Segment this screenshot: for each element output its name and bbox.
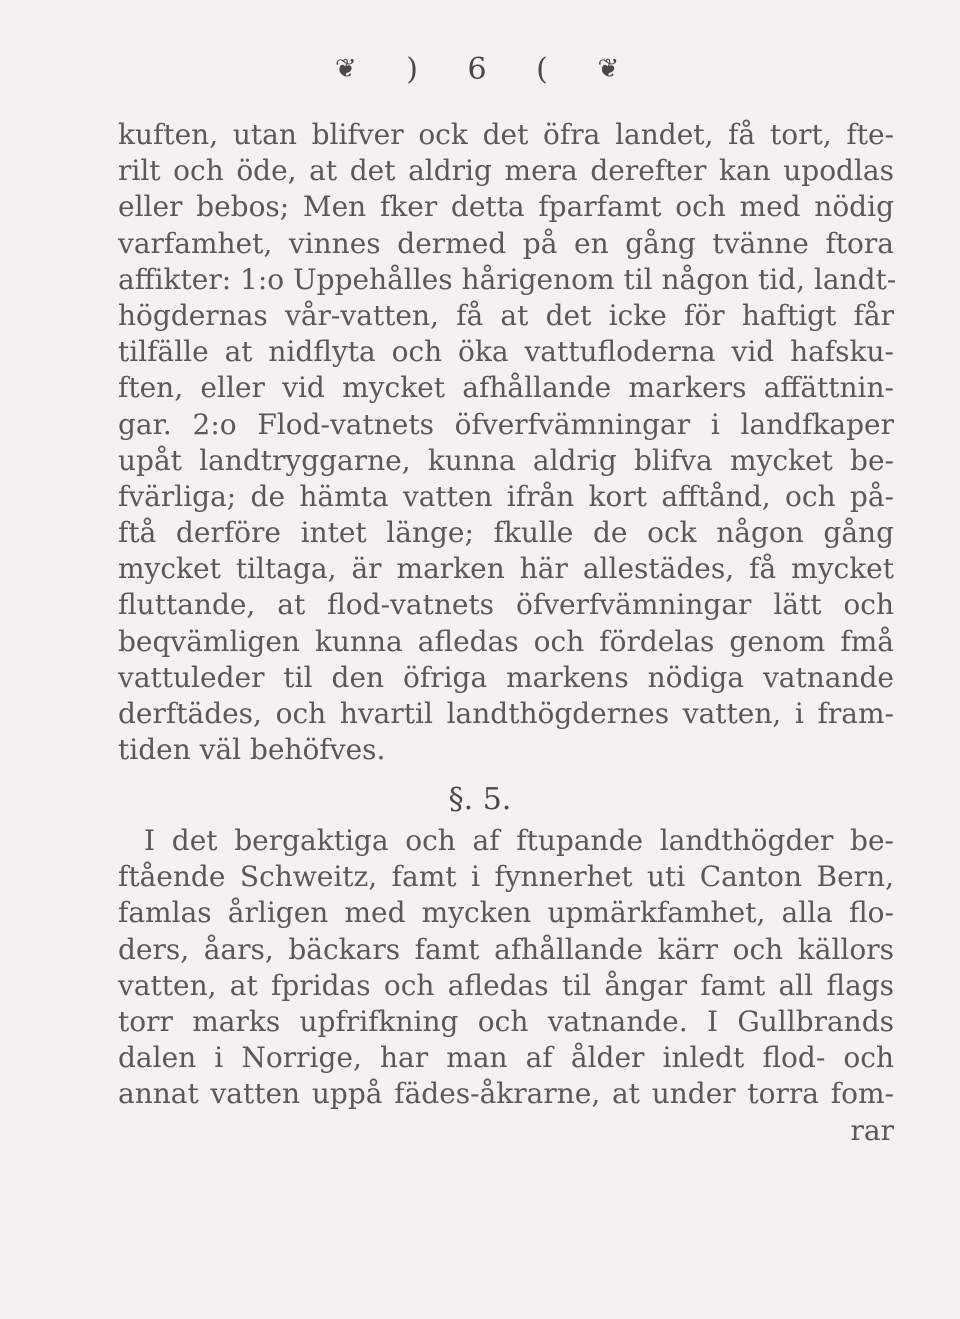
text-line: annat vatten uppå fädes-åkrarne, at under torra fom- [118, 1077, 894, 1111]
text-line: torr marks upfrifkning och vatnande. I Gullbrands [118, 1004, 894, 1038]
right-paren: ( [536, 52, 554, 87]
left-ornament-icon: ❦ [334, 54, 363, 84]
text-line: ftående Schweitz, famt i fynnerhet uti Canton Bern, [118, 860, 894, 894]
paragraph-1 [118, 117, 897, 768]
text-line: gar. 2:o Flod-vatnets öfverfvämningar i landfkaper [118, 407, 894, 441]
page-number: 6 [467, 52, 493, 87]
text-line: beqvämligen kunna afledas och fördelas genom fmå [118, 624, 894, 658]
text-line: fvärliga; de hämta vatten ifrån kort afftånd, och på- [118, 479, 894, 513]
text-line: varfamhet, vinnes dermed på en gång tvänne ftora [118, 226, 894, 260]
text-line: vatten, at fpridas och afledas til ångar famt all flags [118, 968, 894, 1002]
text-line: dalen i Norrige, har man af ålder inledt flod- och [118, 1041, 894, 1075]
text-line: ders, åars, bäckars famt afhållande kärr och källors [118, 932, 894, 966]
text-line: tiden väl behöfves. [118, 733, 386, 767]
text-line: vattuleder til den öfriga markens nödiga vatnande [118, 660, 894, 694]
text-line: derftädes, och hvartil landthögdernes vatten, i fram- [118, 697, 894, 730]
text-line: kuften, utan blifver ock det öfra landet, få tort, fte- [118, 118, 894, 151]
text-line: fluttande, at flod-vatnets öfverfvämningar lätt och [118, 588, 894, 622]
paragraph-2 [118, 823, 894, 1149]
text-line: ften, eller vid mycket afhållande markers affättnin- [118, 371, 894, 405]
text-line: famlas årligen med mycken upmärkfamhet, alla flo- [118, 896, 894, 930]
text-line: högdernas vår-vatten, få at det icke för haftigt får [118, 298, 894, 332]
text-line: eller bebos; Men fker detta fparfamt och med nödig [118, 190, 894, 224]
text-line: affikter: 1:o Uppehålles hårigenom til någon tid, landt- [118, 262, 897, 296]
text-line: mycket tiltaga, är marken här allestädes, få mycket [118, 552, 894, 586]
text-line: ftå derföre intet länge; fkulle de ock någon gång [118, 516, 894, 550]
text-line: tilfälle at nidflyta och öka vattufloderna vid hafsku- [118, 335, 894, 369]
text-line: rilt och öde, at det aldrig mera derefter kan upodlas [118, 154, 894, 188]
text-line: upåt landtryggarne, kunna aldrig blifva mycket be- [118, 443, 894, 477]
section-heading: §. 5. [448, 782, 512, 817]
catchword: rar [850, 1113, 894, 1147]
text-line: I det bergaktiga och af ftupande landthögder be- [144, 824, 894, 857]
right-ornament-icon: ❦ [597, 54, 626, 84]
left-paren: ) [406, 52, 424, 87]
page-header [0, 52, 960, 87]
